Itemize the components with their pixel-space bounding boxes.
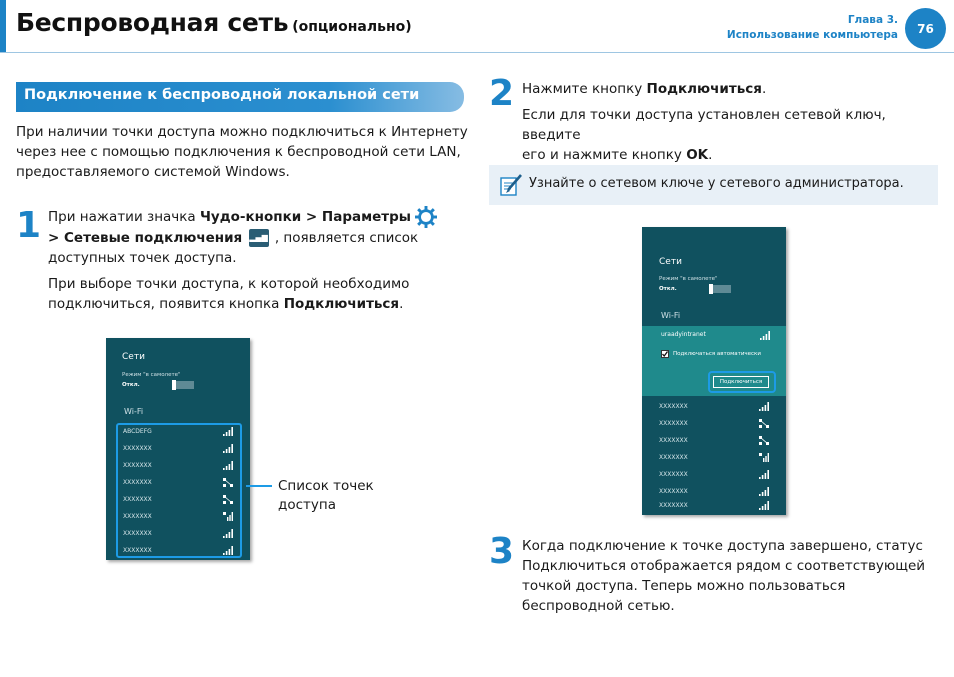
networks-panel-1 — [106, 338, 250, 560]
wifi-signal-icon — [759, 470, 769, 479]
intro-text — [16, 122, 468, 182]
network-name: XXXXXXX — [659, 437, 688, 444]
network-connections-label: > Сетевые подключения — [48, 230, 243, 246]
adhoc-network-icon — [759, 436, 769, 445]
network-name: XXXXXXX — [123, 445, 152, 452]
step-2-text-part: . — [708, 147, 713, 163]
network-name: XXXXXXX — [659, 488, 688, 495]
section-heading: Подключение к беспроводной локальной сети — [16, 82, 464, 112]
intro-line: предоставляемого системой Windows. — [16, 164, 290, 180]
network-name: XXXXXXX — [123, 547, 152, 554]
network-item[interactable] — [655, 450, 773, 467]
step-3-text — [522, 536, 942, 616]
step-1-number: 1 — [16, 205, 42, 246]
secured-wifi-icon — [759, 453, 769, 462]
gear-icon — [415, 206, 437, 228]
step-3-line: Подключиться отображается рядом с соответствующей — [522, 558, 926, 574]
step-1-text — [48, 206, 468, 314]
callout-line-text: Список точек — [278, 478, 374, 494]
step-1-text-part: При нажатии значка — [48, 209, 200, 225]
wifi-signal-icon — [760, 331, 770, 340]
airplane-mode-state: Откл. — [122, 382, 140, 388]
step-1-line-2 — [48, 228, 468, 248]
airplane-mode-toggle[interactable] — [709, 285, 731, 293]
airplane-mode-state: Откл. — [659, 286, 677, 292]
intro-line: через нее с помощью подключения к беспроводной сети LAN, — [16, 144, 461, 160]
selected-network-name: uraadyintranet — [661, 331, 706, 338]
network-item[interactable] — [655, 433, 773, 450]
network-item[interactable] — [655, 498, 773, 515]
callout-label — [278, 477, 374, 515]
step-1-line-5 — [48, 294, 468, 314]
airplane-mode-label: Режим "в самолете" — [122, 372, 181, 378]
step-2-line-2: Если для точки доступа установлен сетевой ключ, введите — [522, 107, 886, 143]
wifi-signal-icon — [759, 501, 769, 510]
network-name: XXXXXXX — [659, 420, 688, 427]
step-1-text-part: . — [399, 296, 404, 312]
header-accent-bar — [0, 0, 6, 52]
chapter-info — [727, 13, 898, 43]
ok-label: OK — [686, 147, 709, 163]
wifi-section-label: Wi-Fi — [124, 407, 144, 416]
network-name: XXXXXXX — [659, 502, 688, 509]
network-name: XXXXXXX — [123, 496, 152, 503]
step-2-text-part: Нажмите кнопку — [522, 81, 647, 97]
panel-title: Сети — [122, 352, 145, 362]
network-item[interactable] — [655, 416, 773, 433]
chapter-number: Глава 3. — [847, 14, 898, 26]
network-icon: ▂▄▆ — [249, 229, 269, 247]
step-2-line-1 — [522, 79, 942, 99]
step-2-text-part: . — [761, 81, 767, 97]
adhoc-network-icon — [759, 419, 769, 428]
network-item[interactable] — [655, 467, 773, 484]
charms-settings-path: Чудо-кнопки > Параметры — [200, 209, 411, 225]
step-3-line: точкой доступа. Теперь можно пользоваться — [522, 578, 846, 594]
network-item[interactable] — [655, 399, 773, 416]
network-name: XXXXXXX — [659, 454, 688, 461]
wifi-signal-icon — [759, 487, 769, 496]
step-1-line-4: При выборе точки доступа, к которой необходимо — [48, 276, 410, 292]
access-point-list-highlight — [116, 423, 242, 558]
airplane-mode-toggle[interactable] — [172, 381, 194, 389]
step-1-text-part: подключиться, появится кнопка — [48, 296, 284, 312]
page-title-main: Беспроводная сеть — [16, 8, 289, 37]
step-2-line-3 — [522, 145, 942, 165]
connect-label: Подключиться — [646, 81, 762, 97]
network-name: ABCDEFG — [123, 428, 152, 435]
checkmark-icon — [661, 350, 669, 358]
note-box — [489, 165, 938, 205]
step-2-number: 2 — [489, 73, 515, 114]
step-2-text — [522, 79, 942, 165]
network-name: XXXXXXX — [123, 462, 152, 469]
auto-connect-checkbox[interactable] — [661, 350, 669, 358]
chapter-name: Использование компьютера — [726, 29, 898, 41]
callout-line-text: доступа — [278, 497, 336, 513]
auto-connect-label: Подключаться автоматически — [673, 351, 761, 357]
airplane-mode-label: Режим "в самолете" — [659, 276, 718, 282]
header-divider — [0, 52, 954, 53]
note-text: Узнайте о сетевом ключе у сетевого администратора. — [529, 176, 904, 191]
connect-label: Подключиться — [283, 296, 400, 312]
step-1-line-1 — [48, 206, 468, 228]
toggle-knob — [172, 380, 176, 390]
step-1-line-3: доступных точек доступа. — [48, 250, 237, 266]
network-name: XXXXXXX — [123, 479, 152, 486]
wifi-section-label: Wi-Fi — [661, 311, 681, 320]
step-3-line: беспроводной сетью. — [522, 598, 675, 614]
intro-line: При наличии точки доступа можно подключиться к Интернету — [16, 124, 468, 140]
toggle-knob — [709, 284, 713, 294]
panel-title: Сети — [659, 257, 682, 267]
network-name: XXXXXXX — [659, 471, 688, 478]
page-number-badge: 76 — [905, 8, 946, 49]
network-name: XXXXXXX — [123, 530, 152, 537]
callout-connector — [246, 485, 272, 487]
step-3-number: 3 — [489, 531, 515, 572]
network-name: XXXXXXX — [123, 513, 152, 520]
connect-button-highlight — [708, 371, 776, 393]
page-title — [16, 8, 412, 37]
wifi-signal-icon — [759, 402, 769, 411]
note-pencil-icon — [498, 172, 524, 198]
step-2-text-part: его и нажмите кнопку — [522, 147, 687, 163]
page-title-optional: (опционально) — [292, 19, 412, 35]
network-name: XXXXXXX — [659, 403, 688, 410]
step-3-line: Когда подключение к точке доступа завершено, статус — [522, 538, 923, 554]
connect-button[interactable]: Подключиться — [713, 376, 769, 388]
networks-panel-2 — [642, 227, 786, 515]
step-1-text-part: , появляется список — [270, 230, 419, 246]
